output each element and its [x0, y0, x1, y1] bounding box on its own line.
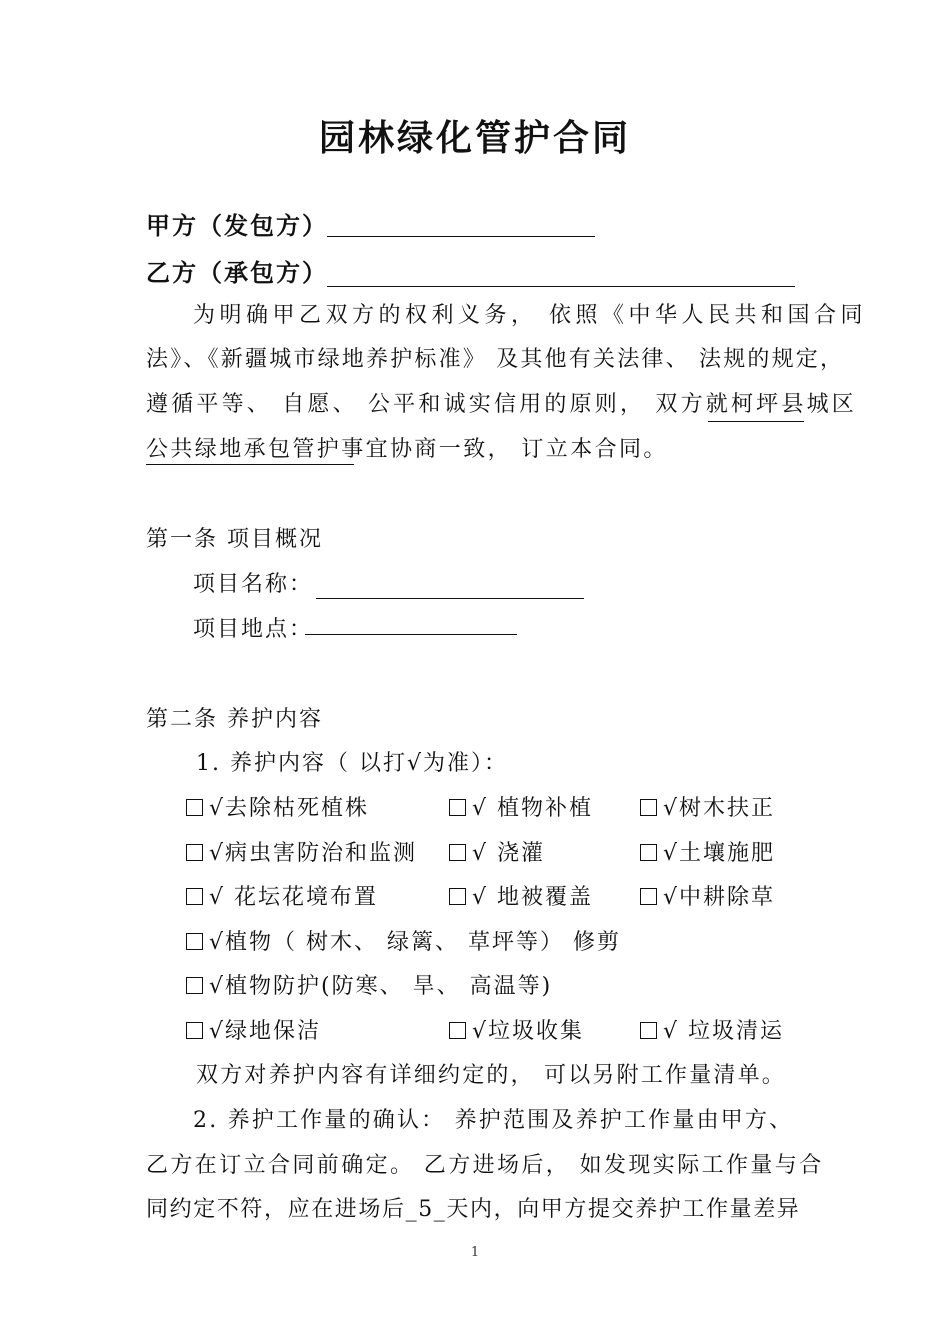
checkbox-icon: [640, 844, 657, 861]
check-item-label: √ 浇灌: [472, 841, 546, 866]
checkbox-icon: [640, 1022, 657, 1039]
checkbox-icon: [186, 844, 203, 861]
item-2-line-2: 乙方在订立合同前确定。 乙方进场后， 如发现实际工作量与合: [146, 1153, 824, 1178]
project-name-blank: [316, 598, 584, 599]
check-item[interactable]: [640, 1014, 784, 1045]
check-item[interactable]: [640, 836, 775, 867]
preamble-line-1: 为明确甲乙双方的权利义务， 依照《中华人民共和国合同: [193, 303, 867, 328]
check-item-label: √垃圾收集: [472, 1019, 585, 1044]
checkbox-icon: [186, 799, 203, 816]
checklist-note: 双方对养护内容有详细约定的， 可以另附工作量清单。: [196, 1063, 786, 1088]
project-location-label: 项目地点：: [193, 617, 314, 642]
check-item-label: √土壤施肥: [663, 841, 776, 866]
check-item[interactable]: [186, 1014, 321, 1045]
checkbox-icon: [449, 888, 466, 905]
check-item-label: √病虫害防治和监测: [209, 841, 418, 866]
checkbox-icon: [186, 888, 203, 905]
check-item-label: √中耕除草: [663, 885, 776, 910]
checkbox-icon: [186, 977, 203, 994]
check-item[interactable]: [186, 969, 552, 1000]
checkbox-icon: [449, 1022, 466, 1039]
party-b-blank: [327, 286, 795, 287]
checkbox-icon: [449, 799, 466, 816]
page-number: 1: [470, 1245, 480, 1260]
item-2-line-3: 同约定不符，应在进场后_5_天内，向甲方提交养护工作量差异: [146, 1197, 801, 1222]
check-item[interactable]: [186, 925, 621, 956]
preamble-line-3: 遵循平等、 自愿、 公平和诚实信用的原则， 双方就柯坪县城区: [146, 392, 857, 417]
preamble-line-4: 公共绿地承包管护事宜协商一致， 订立本合同。: [146, 437, 668, 462]
checkbox-icon: [640, 888, 657, 905]
check-item[interactable]: [449, 1014, 584, 1045]
check-item[interactable]: [186, 836, 417, 867]
check-item[interactable]: [640, 880, 775, 911]
document-title: 园林绿化管护合同: [318, 117, 631, 159]
check-item[interactable]: [640, 791, 775, 822]
article-1-heading: 第一条 项目概况: [146, 527, 323, 552]
check-item[interactable]: [186, 791, 369, 822]
checkbox-icon: [449, 844, 466, 861]
preamble-underline-2: [146, 464, 354, 465]
article-2-heading: 第二条 养护内容: [146, 707, 323, 732]
check-item-label: √ 花坛花境布置: [209, 885, 379, 910]
party-a-blank: [327, 236, 595, 237]
check-item-label: √植物（ 树木、 绿篱、 草坪等） 修剪: [209, 930, 621, 955]
check-item-label: √ 地被覆盖: [472, 885, 594, 910]
preamble-line-2: 法》、《新疆城市绿地养护标准》 及其他有关法律、 法规的规定，: [146, 347, 845, 372]
check-item[interactable]: [449, 836, 545, 867]
check-item[interactable]: [449, 791, 593, 822]
check-item-label: √ 植物补植: [472, 796, 594, 821]
party-a-label: 甲方（发包方）: [146, 211, 328, 240]
project-name-label: 项目名称：: [193, 572, 314, 597]
party-b-label: 乙方（承包方）: [146, 258, 328, 287]
check-item-label: √绿地保洁: [209, 1019, 322, 1044]
checkbox-icon: [186, 1022, 203, 1039]
checkbox-icon: [186, 933, 203, 950]
check-item[interactable]: [449, 880, 593, 911]
check-item[interactable]: [186, 880, 378, 911]
checkbox-icon: [640, 799, 657, 816]
item-2-line-1: 2. 养护工作量的确认： 养护范围及养护工作量由甲方、: [193, 1108, 794, 1133]
check-item-label: √去除枯死植株: [209, 796, 370, 821]
check-item-label: √植物防护(防寒、 旱、 高温等): [209, 974, 553, 999]
check-item-label: √ 垃圾清运: [663, 1019, 785, 1044]
item-1-heading: 1. 养护内容（ 以打√为准）：: [196, 751, 508, 776]
check-item-label: √树木扶正: [663, 796, 776, 821]
preamble-underline-1: [708, 421, 804, 422]
project-location-blank: [305, 634, 517, 635]
